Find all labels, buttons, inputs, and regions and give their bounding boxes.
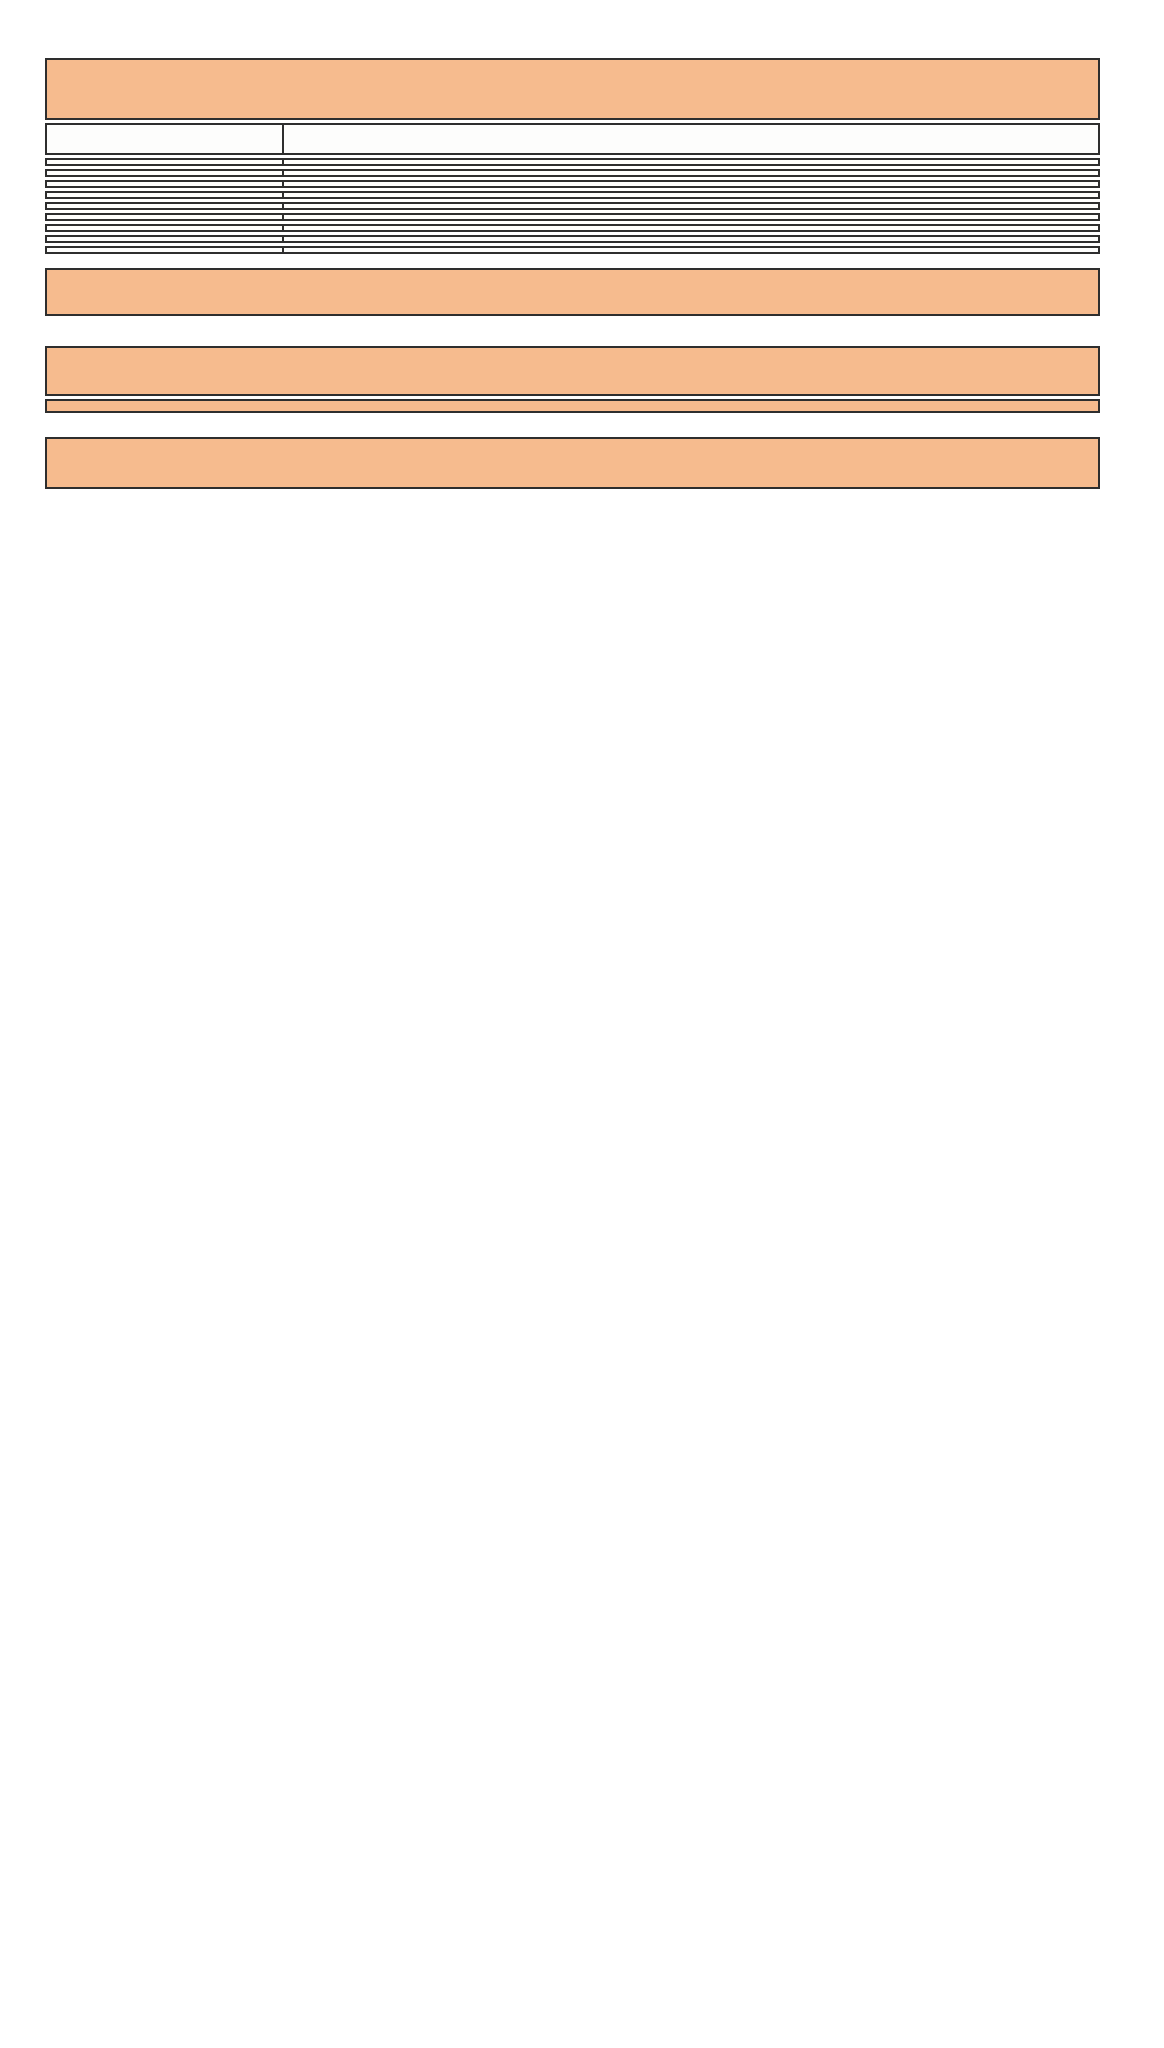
row-values: [284, 193, 1098, 197]
woman-jeans-header: [45, 268, 1100, 316]
woman-sizes-body: [45, 123, 1100, 254]
value-line: [284, 125, 1098, 153]
row-values: [284, 182, 1098, 186]
row-label-cell: [47, 125, 284, 153]
woman-sizes-table: [45, 58, 1100, 254]
row-label-cell: [47, 182, 284, 186]
row-label-cell: [47, 193, 284, 197]
bra-sizes-header: [45, 346, 1100, 396]
row-label-cell: [47, 215, 284, 219]
row-values: [284, 125, 1098, 153]
divider-strip: [45, 399, 1100, 413]
size-row-group: [45, 180, 1100, 188]
row-values: [284, 204, 1098, 208]
size-row-group: [45, 213, 1100, 221]
women-shoes-table: [45, 437, 1100, 489]
size-row-group: [45, 123, 1100, 155]
size-row-group: [45, 202, 1100, 210]
row-label-cell: [47, 171, 284, 175]
size-row-group: [45, 158, 1100, 166]
woman-sizes-header: [45, 58, 1100, 120]
row-label-cell: [47, 248, 284, 252]
row-label-cell: [47, 237, 284, 241]
size-chart-page: [0, 0, 1164, 489]
size-row-group: [45, 224, 1100, 232]
size-row-group: [45, 169, 1100, 177]
row-values: [284, 171, 1098, 175]
row-values: [284, 160, 1098, 164]
row-values: [284, 248, 1098, 252]
row-values: [284, 226, 1098, 230]
women-shoes-header: [45, 437, 1100, 489]
row-values: [284, 237, 1098, 241]
row-label-cell: [47, 160, 284, 164]
row-label-cell: [47, 226, 284, 230]
woman-jeans-table: [45, 268, 1100, 316]
size-row-group: [45, 191, 1100, 199]
size-row-group: [45, 235, 1100, 243]
row-label-cell: [47, 204, 284, 208]
bra-sizes-table: [45, 346, 1100, 413]
size-row-group: [45, 246, 1100, 254]
row-values: [284, 215, 1098, 219]
